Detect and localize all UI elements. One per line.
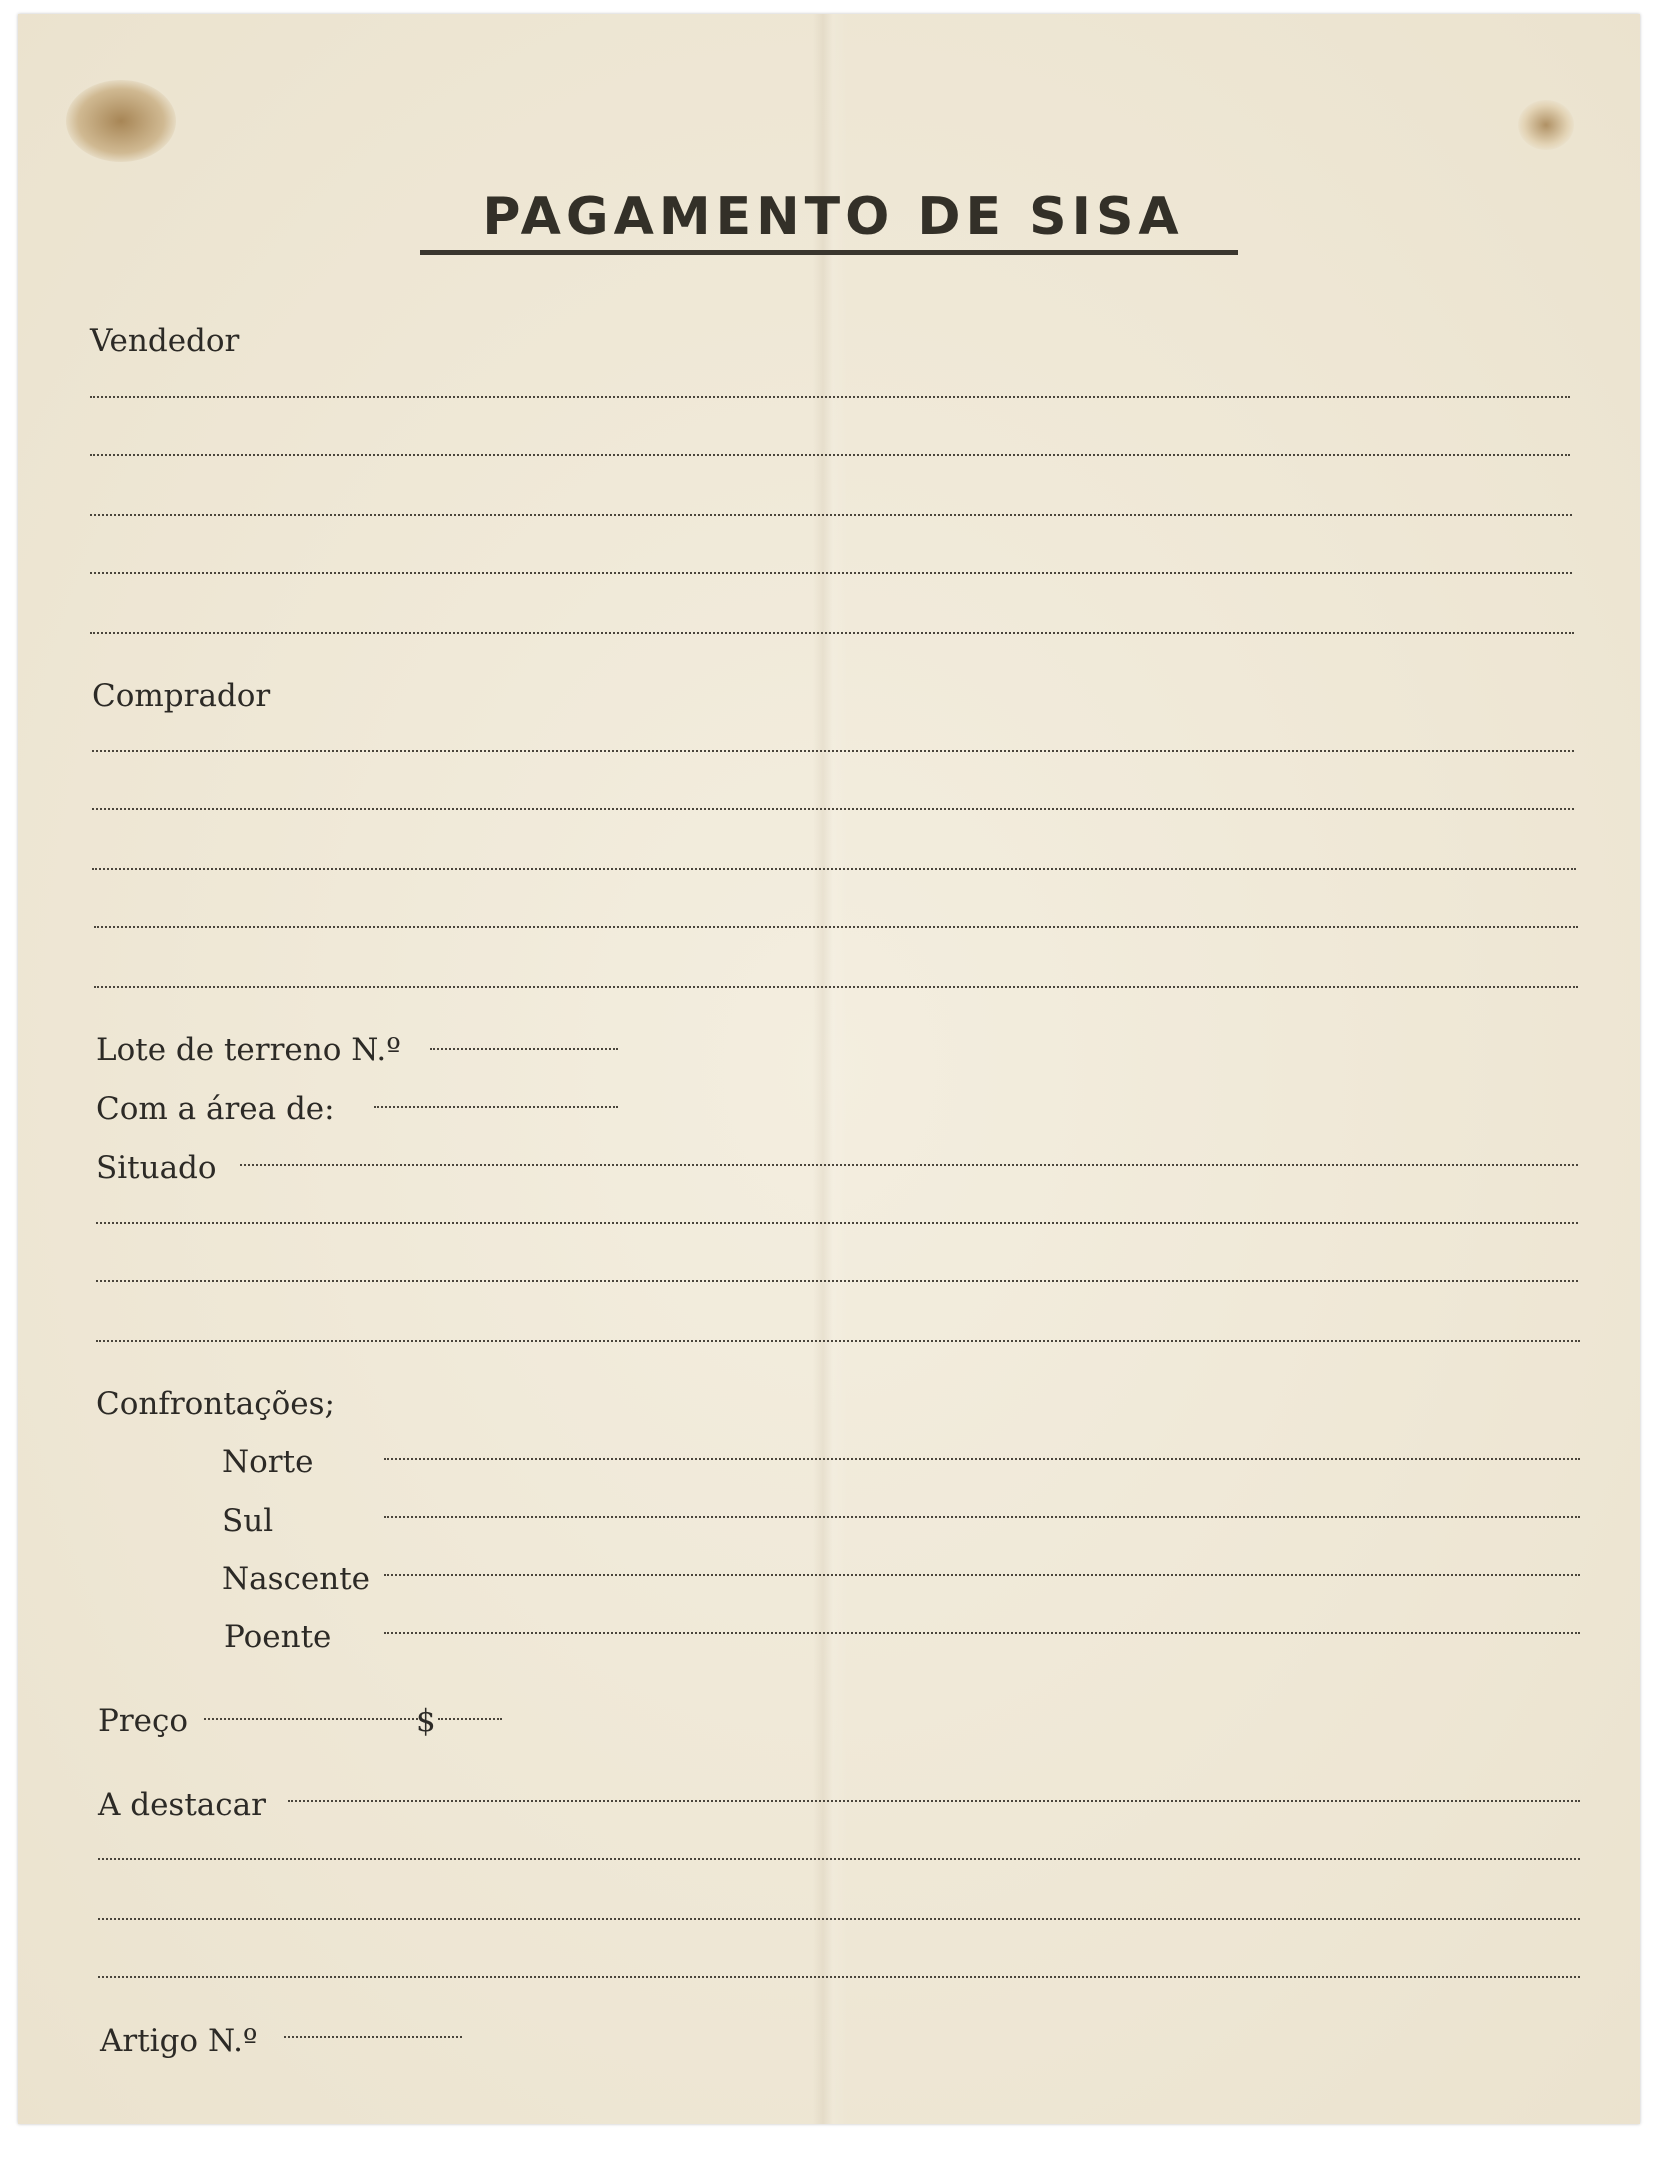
situado-label: Situado <box>96 1150 217 1186</box>
situado-line-2[interactable] <box>96 1222 1578 1224</box>
destacar-line-3[interactable] <box>98 1918 1580 1920</box>
sul-line[interactable] <box>384 1516 1580 1518</box>
destacar-line-1[interactable] <box>288 1800 1580 1802</box>
area-line[interactable] <box>374 1106 618 1108</box>
lote-label: Lote de terreno N.º <box>96 1032 401 1068</box>
preco-currency-symbol: $ <box>416 1703 436 1739</box>
situado-line-1[interactable] <box>240 1164 1578 1166</box>
comprador-label: Comprador <box>92 678 271 714</box>
poente-label: Poente <box>224 1619 332 1655</box>
form-sheet <box>18 14 1640 2124</box>
destacar-label: A destacar <box>98 1787 266 1823</box>
comprador-line-3[interactable] <box>92 868 1576 870</box>
comprador-line-4[interactable] <box>94 926 1578 928</box>
destacar-line-2[interactable] <box>98 1858 1580 1860</box>
form-title: PAGAMENTO DE SISA <box>482 187 1184 247</box>
lote-number-line[interactable] <box>430 1048 618 1050</box>
area-label: Com a área de: <box>96 1091 335 1127</box>
destacar-line-4[interactable] <box>98 1976 1580 1978</box>
vendedor-line-2[interactable] <box>90 454 1570 456</box>
rust-stain-right <box>1518 100 1574 150</box>
vendedor-label: Vendedor <box>90 323 240 359</box>
sul-label: Sul <box>222 1503 274 1539</box>
title-underline <box>420 250 1238 255</box>
comprador-line-2[interactable] <box>92 808 1574 810</box>
rust-stain-left <box>66 80 176 162</box>
nascente-line[interactable] <box>384 1574 1580 1576</box>
preco-label: Preço <box>98 1703 189 1739</box>
vendedor-line-4[interactable] <box>90 572 1572 574</box>
situado-line-3[interactable] <box>96 1280 1578 1282</box>
norte-line[interactable] <box>384 1458 1580 1460</box>
vendedor-line-5[interactable] <box>90 632 1574 634</box>
vendedor-line-1[interactable] <box>90 396 1570 398</box>
confrontacoes-label: Confrontações; <box>96 1386 335 1422</box>
vendedor-line-3[interactable] <box>90 514 1572 516</box>
comprador-line-1[interactable] <box>92 750 1574 752</box>
situado-line-4[interactable] <box>96 1340 1580 1342</box>
poente-line[interactable] <box>384 1632 1580 1634</box>
nascente-label: Nascente <box>222 1561 370 1597</box>
preco-line[interactable] <box>204 1718 422 1720</box>
comprador-line-5[interactable] <box>94 986 1578 988</box>
artigo-number-line[interactable] <box>284 2036 462 2038</box>
norte-label: Norte <box>222 1444 314 1480</box>
artigo-label: Artigo N.º <box>100 2023 258 2059</box>
preco-cents-line[interactable] <box>438 1718 502 1720</box>
